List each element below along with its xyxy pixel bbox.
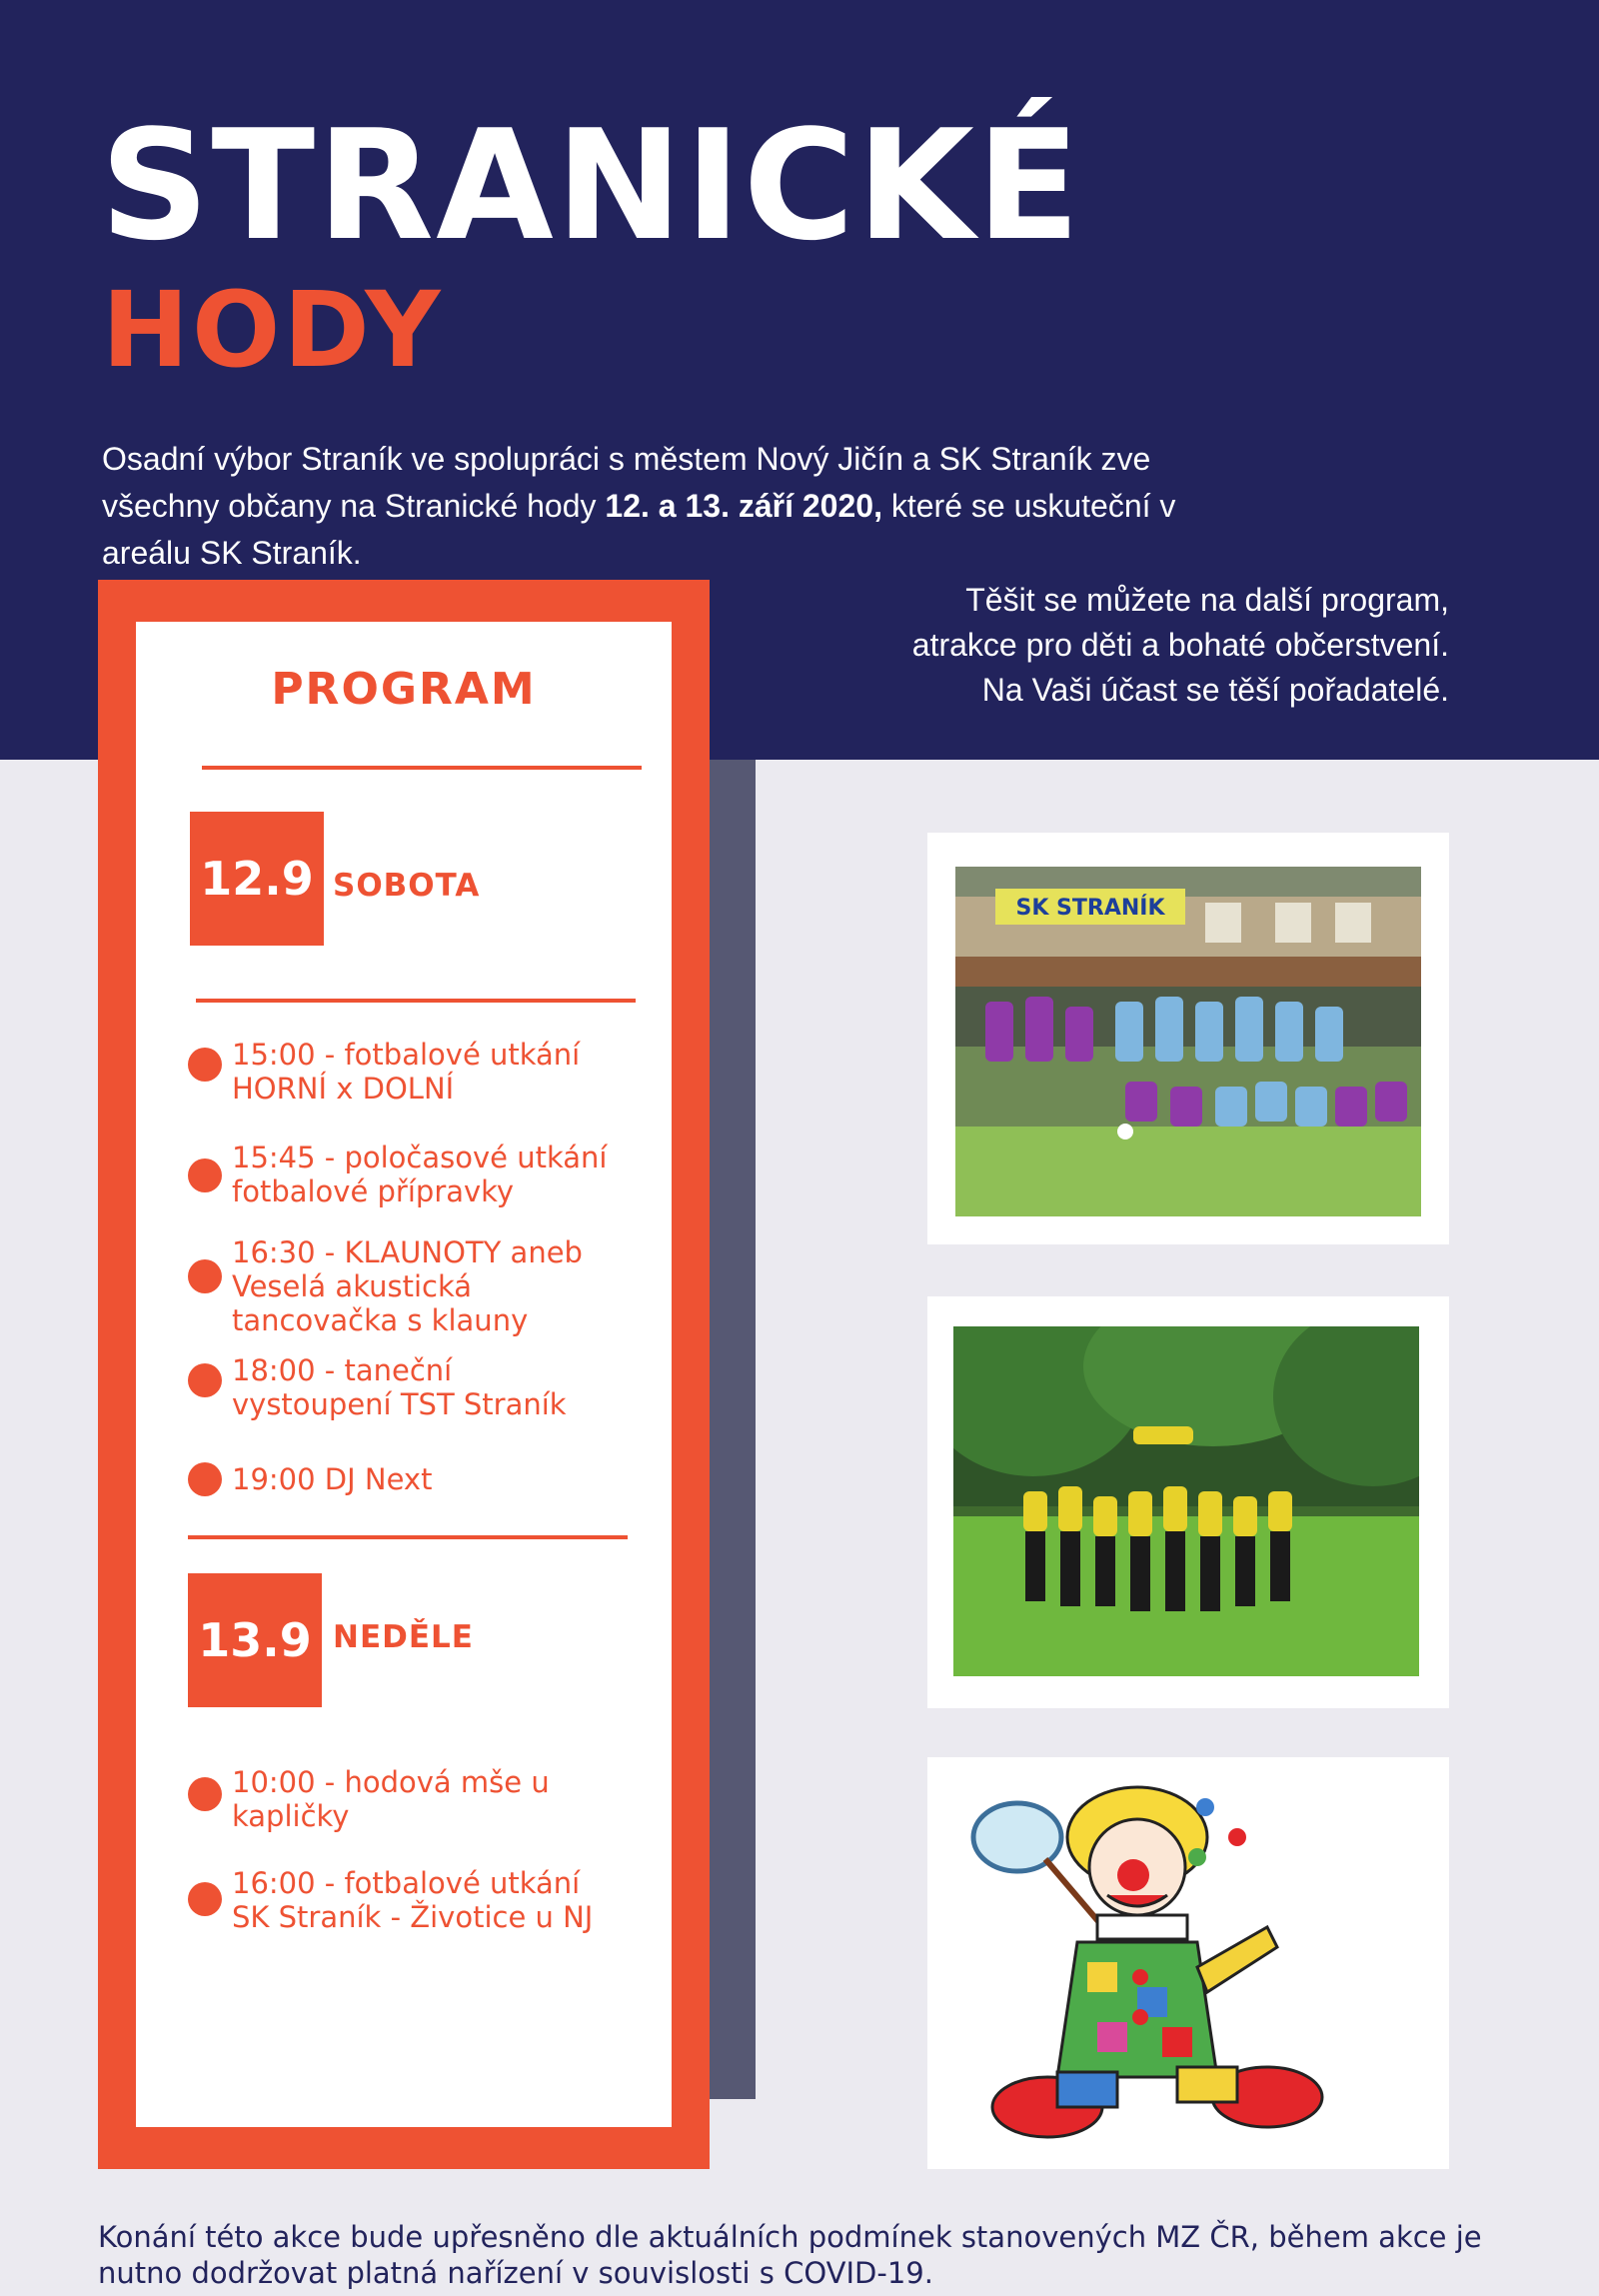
bullet-dot bbox=[188, 1882, 222, 1916]
team-banner-text: SK STRANÍK bbox=[1015, 896, 1165, 921]
bullet-dot bbox=[188, 1363, 222, 1397]
bullet-dot bbox=[188, 1777, 222, 1811]
divider bbox=[202, 766, 642, 770]
program-item-text: 15:45 - poločasové utkání fotbalové přípravky bbox=[232, 1141, 608, 1208]
intro-text-start: Osadní výbor Straník ve spolupráci s městem Nový Jičín a SK Straník zve všechny občany na Stranické hody bbox=[102, 441, 1151, 524]
program-item-text: 15:00 - fotbalové utkání HORNÍ x DOLNÍ bbox=[232, 1038, 581, 1106]
clown-illustration-card bbox=[927, 1757, 1449, 2169]
team-photo bbox=[955, 867, 1421, 1216]
dance-photo-card bbox=[927, 1296, 1449, 1708]
clown-illustration bbox=[947, 1777, 1427, 2157]
day-date-box: 13.9 bbox=[188, 1573, 322, 1707]
invite-line-1: Těšit se můžete na další program, bbox=[965, 582, 1449, 618]
bullet-dot bbox=[188, 1259, 222, 1293]
program-item-text: 18:00 - taneční vystoupení TST Straník bbox=[232, 1353, 567, 1421]
day-name: SOBOTA bbox=[333, 868, 481, 904]
dance-photo bbox=[953, 1326, 1419, 1676]
day-name: NEDĚLE bbox=[333, 1619, 474, 1655]
invite-line-2: atrakce pro děti a bohaté občerstvení. bbox=[911, 627, 1449, 663]
intro-text-end: které se uskuteční v areálu SK Straník. bbox=[102, 488, 1176, 571]
invite-text bbox=[750, 578, 1449, 713]
program-item-text: 16:00 - fotbalové utkání SK Straník - Životice u NJ bbox=[232, 1866, 594, 1934]
bullet-dot bbox=[188, 1462, 222, 1496]
program-item-text: 16:30 - KLAUNOTY aneb Veselá akustická tancovačka s klauny bbox=[232, 1235, 583, 1337]
divider bbox=[188, 1535, 628, 1539]
program-item-text: 10:00 - hodová mše u kapličky bbox=[232, 1765, 550, 1833]
page-title: STRANICKÉ bbox=[100, 97, 1082, 274]
bullet-dot bbox=[188, 1048, 222, 1082]
program-title: PROGRAM bbox=[271, 664, 537, 715]
intro-date: 12. a 13. září 2020, bbox=[605, 488, 882, 524]
team-photo-card bbox=[927, 833, 1449, 1244]
day-date-box: 12.9 bbox=[190, 812, 324, 946]
program-item-text: 19:00 DJ Next bbox=[232, 1462, 433, 1496]
covid-notice: Konání této akce bude upřesněno dle aktuálních podmínek stanovených MZ ČR, během akce je nutno dodržovat platná nařízení v souvislosti s COVID-19. bbox=[98, 2220, 1482, 2290]
intro-paragraph bbox=[102, 436, 1251, 577]
invite-line-3: Na Vaši účast se těší pořadatelé. bbox=[981, 672, 1449, 708]
divider bbox=[196, 999, 636, 1003]
page-subtitle: HODY bbox=[102, 269, 444, 391]
bullet-dot bbox=[188, 1158, 222, 1192]
